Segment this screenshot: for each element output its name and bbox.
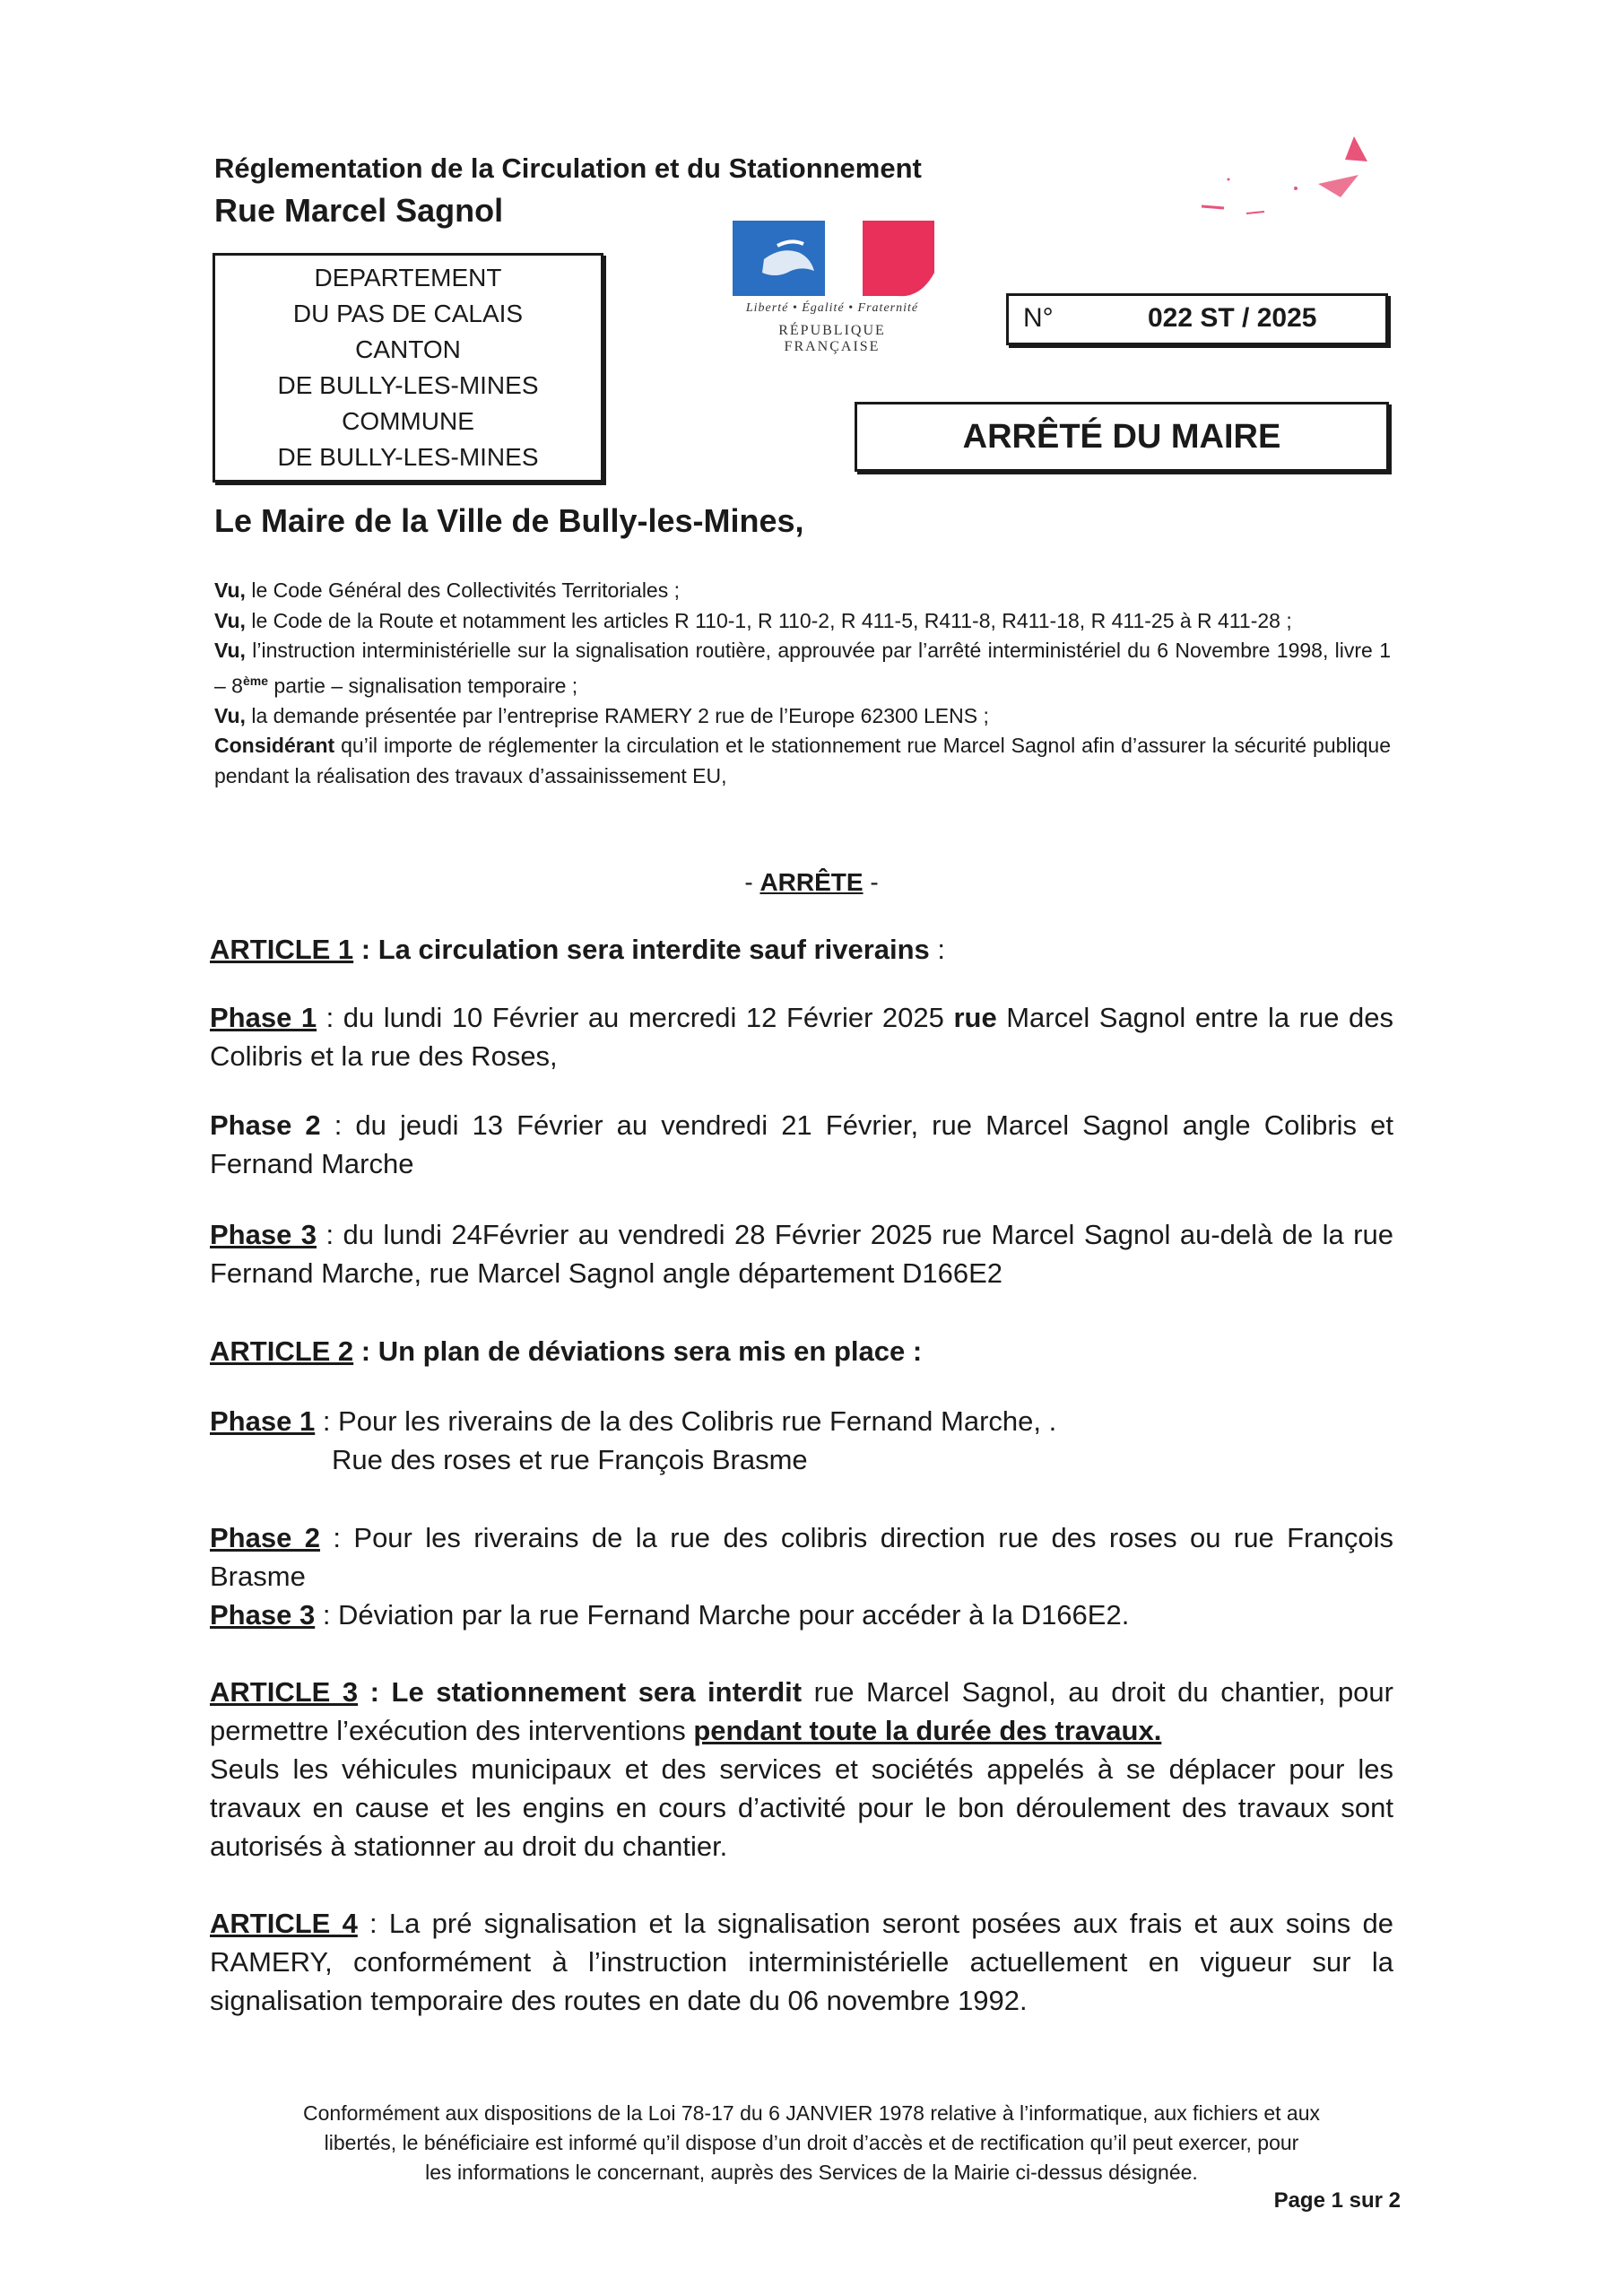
doc-type: ARRÊTÉ DU MAIRE bbox=[962, 417, 1281, 456]
issuer: Le Maire de la Ville de Bully-les-Mines, bbox=[214, 502, 804, 539]
article-2-phase-2: Phase 2 : Pour les riverains de la rue des colibris direction rue des roses ou rue François Brasme bbox=[210, 1522, 1393, 1592]
preamble bbox=[214, 576, 1391, 791]
article-3: ARTICLE 3 : Le stationnement sera interdit rue Marcel Sagnol, au droit du chantier, pour permettre l’exécution des interventions pendant toute la durée des travaux. Seuls les véhicules municipaux et des services et sociétés appelés à se déplacer pour les travaux en cause et les engins en cours d’activité pour le bon déroulement des travaux sont autorisés à stationner au droit du chantier. bbox=[210, 1676, 1393, 1862]
article-1-phase-1: Phase 1 : du lundi 10 Février au mercredi 12 Février 2025 rue Marcel Sagnol entre la rue des Colibris et la rue des Roses, bbox=[210, 1002, 1393, 1072]
article-1-heading: ARTICLE 1 : La circulation sera interdite sauf riverains : bbox=[210, 934, 946, 965]
reference-number: 022 ST / 2025 bbox=[1148, 303, 1317, 333]
department-line: DE BULLY-LES-MINES bbox=[277, 371, 539, 399]
article-2-phase-1: Phase 1 : Pour les riverains de la des Colibris rue Fernand Marche, . Rue des roses et rue François Brasme bbox=[210, 1405, 1057, 1475]
preamble-item: Vu, le Code Général des Collectivités Territoriales ; bbox=[214, 578, 681, 602]
department-line: DEPARTEMENT bbox=[314, 264, 502, 291]
article-2-heading: ARTICLE 2 : Un plan de déviations sera mis en place : bbox=[210, 1335, 923, 1367]
republic-motto: Liberté • Égalité • Fraternité bbox=[745, 301, 919, 315]
reference-number-box bbox=[1006, 293, 1388, 345]
article-4: ARTICLE 4 : La pré signalisation et la signalisation seront posées aux frais et aux soins de RAMERY, conformément à l’instruction interministérielle actuellement en vigueur sur la signalisation temporaire des routes en date du 06 novembre 1992. bbox=[210, 1908, 1393, 2016]
preamble-item: Vu, le Code de la Route et notamment les articles R 110-1, R 110-2, R 411-5, R411-8, R411-18, R 411-25 à R 411-28 ; bbox=[214, 608, 1292, 632]
legal-footer: Conformément aux dispositions de la Loi 78-17 du 6 JANVIER 1978 relative à l’informatique, aux fichiers et aux libertés, le bénéficiaire est informé qu’il dispose d’un droit d’accès et de rectification qu’il peut exercer, pour les informations le concernant, auprès des Services de la Mairie ci-dessus désignée. bbox=[303, 2101, 1320, 2184]
document-title: Réglementation de la Circulation et du Stationnement bbox=[214, 152, 922, 184]
department-line: CANTON bbox=[355, 335, 461, 363]
preamble-item: Vu, l’instruction interministérielle sur la signalisation routière, approuvée par l’arrêté interministériel du 6 Novembre 1998, livre 1 – 8ème partie – signalisation temporaire ; bbox=[214, 639, 1391, 698]
article-1-phase-2: Phase 2 : du jeudi 13 Février au vendredi 21 Février, rue Marcel Sagnol angle Colibris et Fernand Marche bbox=[210, 1109, 1393, 1179]
department-box bbox=[213, 253, 603, 483]
department-line: COMMUNE bbox=[342, 407, 474, 435]
reference-label: N° bbox=[1023, 303, 1054, 333]
doc-type-box bbox=[855, 402, 1389, 472]
department-line: DU PAS DE CALAIS bbox=[292, 300, 524, 327]
street-title: Rue Marcel Sagnol bbox=[214, 192, 504, 229]
marianne-flag-icon bbox=[728, 219, 936, 298]
arrete-heading: - ARRÊTE - bbox=[744, 868, 879, 896]
republic-name: RÉPUBLIQUE FRANÇAISE bbox=[778, 323, 886, 354]
department-line: DE BULLY-LES-MINES bbox=[277, 443, 539, 471]
stamp-mark-icon bbox=[1193, 135, 1372, 220]
page-number: Page 1 sur 2 bbox=[1273, 2188, 1401, 2213]
preamble-item: Vu, la demande présentée par l’entreprise RAMERY 2 rue de l’Europe 62300 LENS ; bbox=[214, 703, 989, 727]
republique-francaise-logo bbox=[728, 219, 936, 354]
preamble-item: Considérant qu’il importe de réglementer la circulation et le stationnement rue Marcel Sagnol afin d’assurer la sécurité publique pendant la réalisation des travaux d’assainissement EU, bbox=[214, 734, 1391, 787]
article-1-phase-3: Phase 3 : du lundi 24Février au vendredi 28 Février 2025 rue Marcel Sagnol au-delà de la rue Fernand Marche, rue Marcel Sagnol angle département D166E2 bbox=[210, 1219, 1393, 1289]
article-2-phase-3: Phase 3 : Déviation par la rue Fernand Marche pour accéder à la D166E2. bbox=[210, 1599, 1130, 1631]
